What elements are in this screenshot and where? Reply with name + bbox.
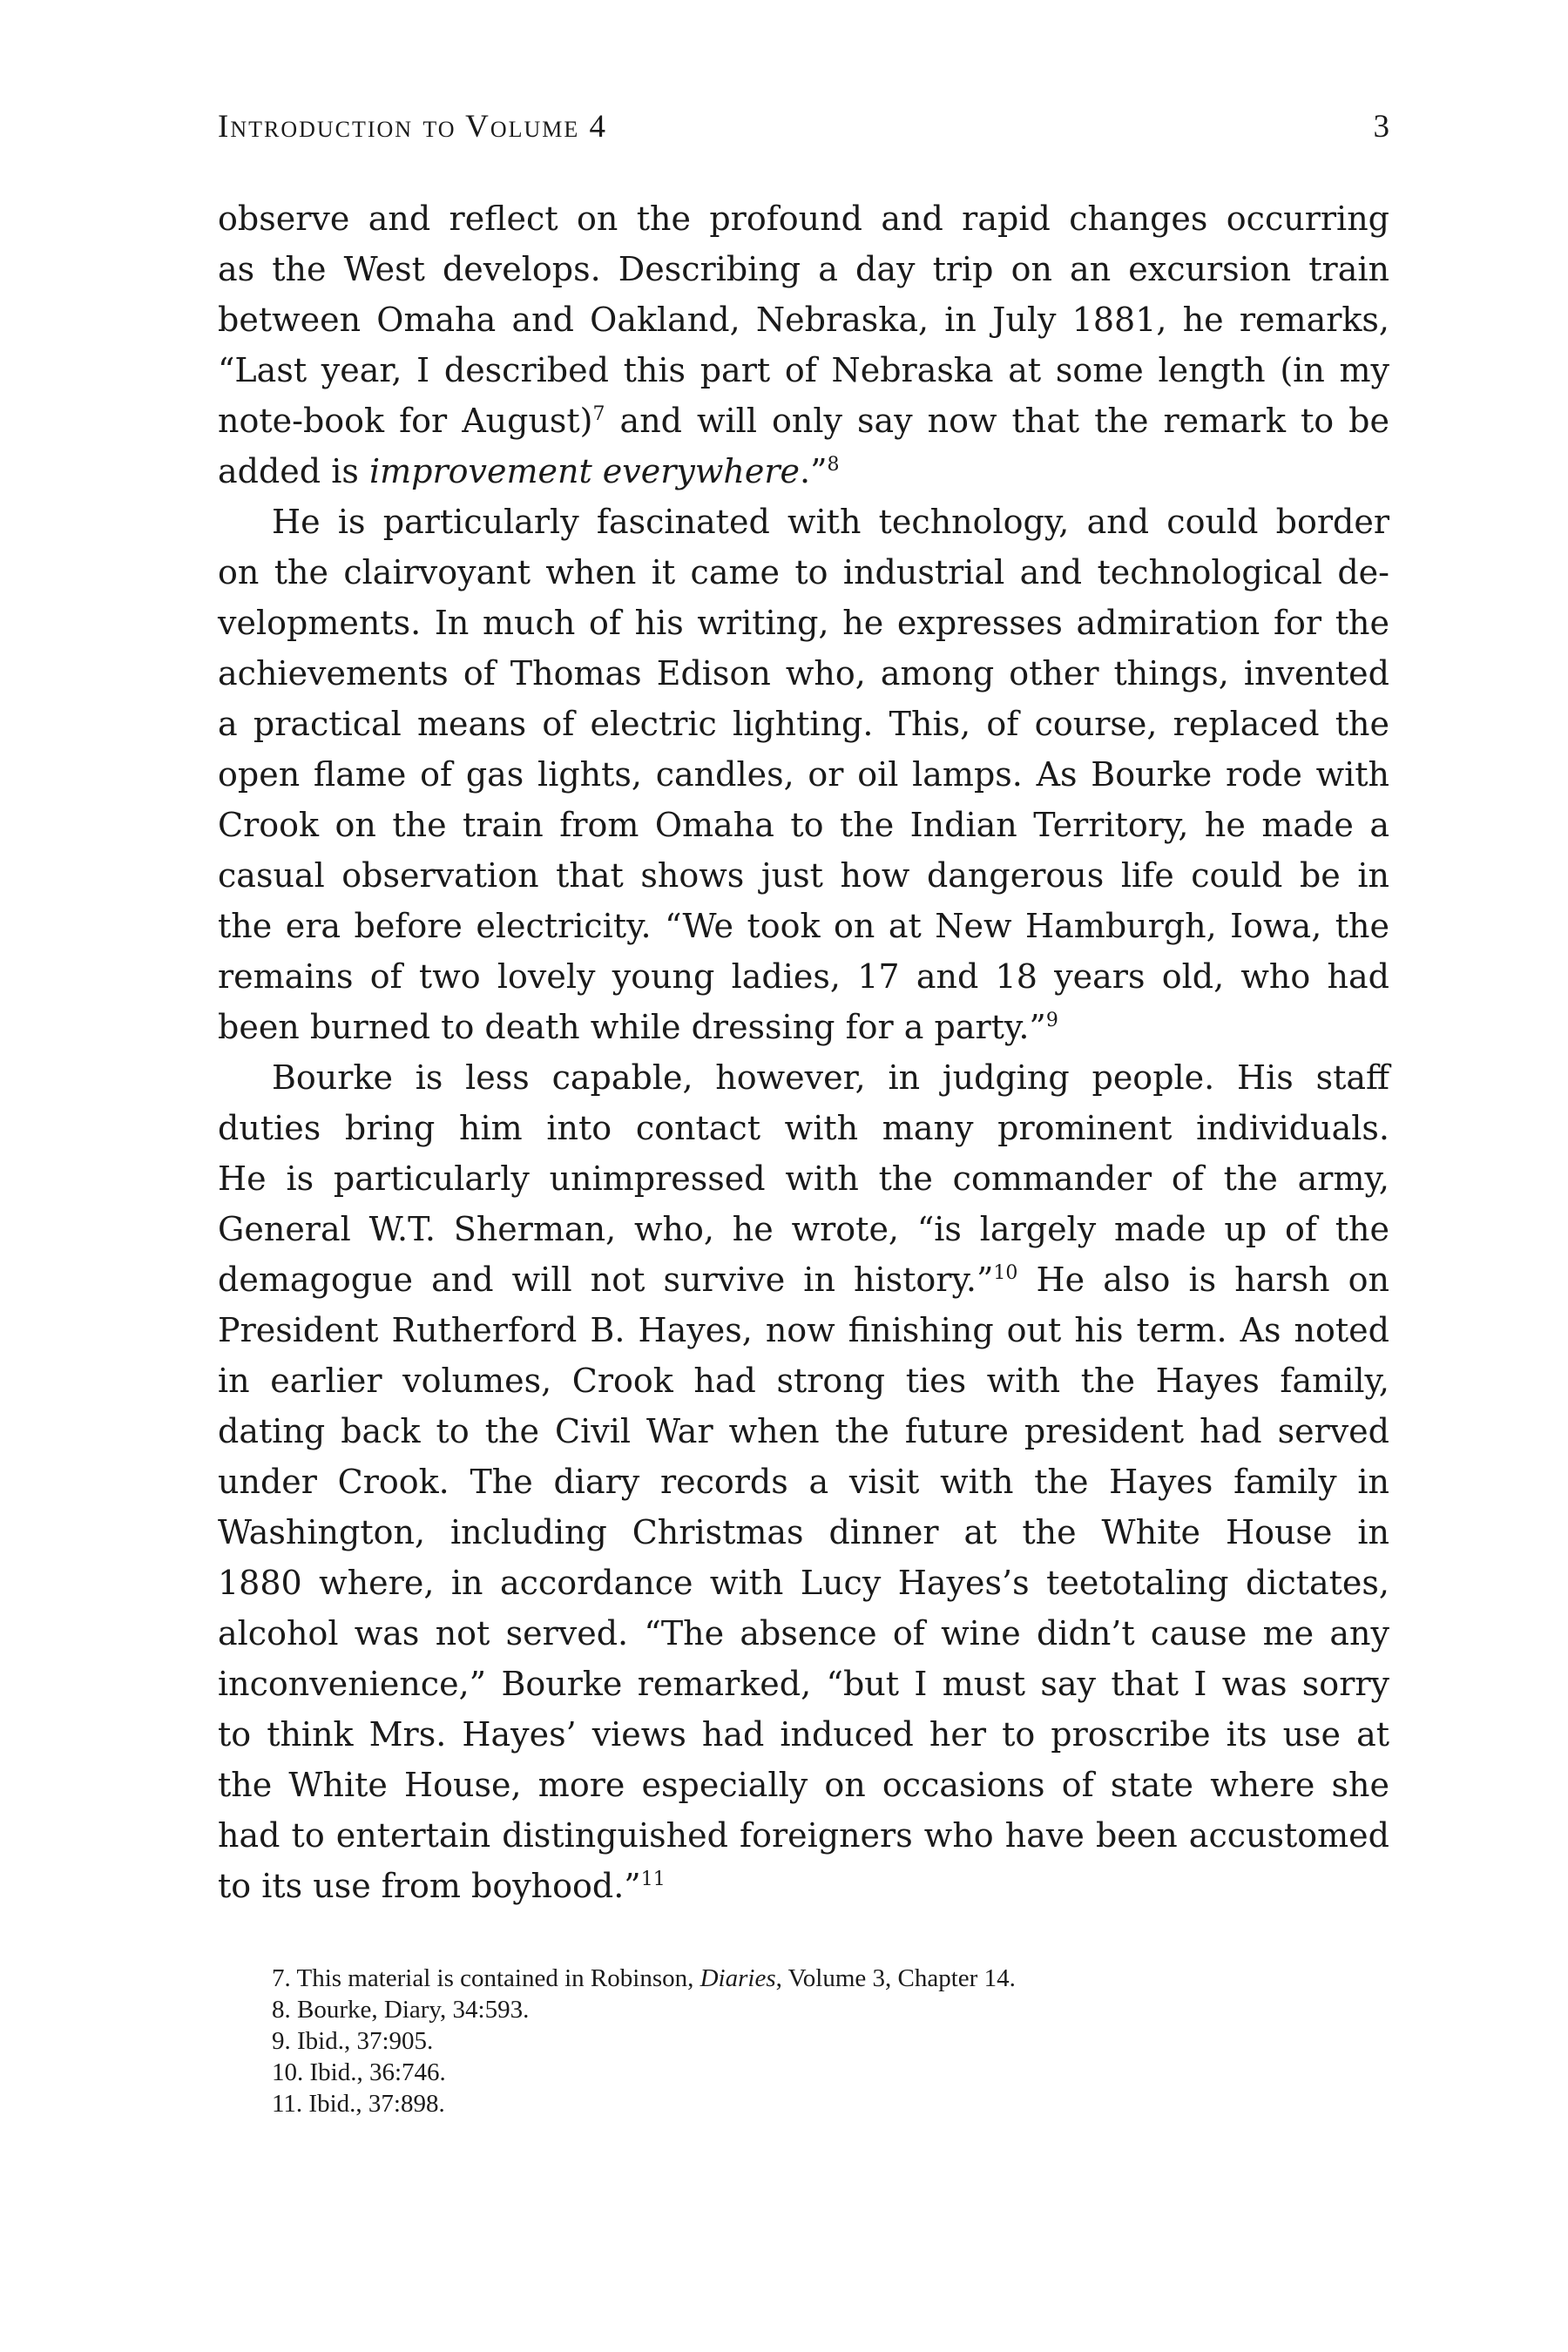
running-head — [218, 108, 1389, 157]
text-span: and will only say now that the remark to be — [605, 402, 1389, 440]
text-span: .” — [800, 452, 828, 490]
text-line: inconvenience,” Bourke remarked, “but I must say that I was sorry — [218, 1665, 1389, 1703]
paragraph-1 — [218, 193, 1389, 497]
text-line: the White House, more especially on occasions of state where she — [218, 1766, 1389, 1804]
text-line: velopments. In much of his writing, he expresses admiration for the — [218, 604, 1389, 642]
text-line: “Last year, I described this part of Nebraska at some length (in my — [218, 351, 1389, 389]
footnote-marker: 7 — [592, 403, 605, 425]
footnote-text: 11. Ibid., 37:898. — [272, 2090, 445, 2118]
text-span: added is — [218, 452, 369, 490]
text-line: to think Mrs. Hayes’ views had induced her to proscribe its use at — [218, 1715, 1389, 1754]
footnote-italic: Diaries — [700, 1964, 776, 1992]
text-line: a practical means of electric lighting. This, of course, replaced the — [218, 705, 1389, 743]
text-line — [218, 1002, 1389, 1052]
footnote — [272, 1963, 1317, 1994]
text-line: remains of two lovely young ladies, 17 and 18 years old, who had — [218, 957, 1389, 996]
text-line — [218, 1861, 1389, 1911]
text-line: the era before electricity. “We took on at New Hamburgh, Iowa, the — [218, 907, 1389, 945]
page-number: 3 — [1373, 109, 1389, 145]
text-line: dating back to the Civil War when the future president had served — [218, 1412, 1389, 1450]
footnote-text: , Volume 3, Chapter 14. — [775, 1964, 1016, 1992]
text-span: He also is harsh on — [1017, 1260, 1389, 1299]
text-line: He is particularly fascinated with technology, and could border — [272, 503, 1389, 541]
text-line: 1880 where, in accordance with Lucy Hayes’s teetotaling dictates, — [218, 1564, 1389, 1602]
text-line: in earlier volumes, Crook had strong ties with the Hayes family, — [218, 1362, 1389, 1400]
running-title: Introduction to Volume 4 — [218, 109, 608, 145]
paragraph-3 — [218, 1052, 1389, 1911]
footnote — [272, 2057, 1317, 2088]
text-span: to its use from boyhood.” — [218, 1867, 641, 1905]
text-line: had to entertain distinguished foreigners who have been accustomed — [218, 1816, 1389, 1855]
text-line: on the clairvoyant when it came to industrial and technological de- — [218, 553, 1389, 591]
text-line — [218, 446, 1389, 497]
text-line: under Crook. The diary records a visit with the Hayes family in — [218, 1463, 1389, 1501]
text-line: Washington, including Christmas dinner at the White House in — [218, 1513, 1389, 1551]
footnote-marker: 9 — [1045, 1010, 1058, 1031]
text-line: observe and reflect on the profound and rapid changes occurring — [218, 199, 1389, 238]
text-line: as the West develops. Describing a day trip on an excursion train — [218, 250, 1389, 288]
footnote — [272, 2025, 1317, 2057]
footnote-text: 8. Bourke, Diary, 34:593. — [272, 1996, 530, 2024]
footnote — [272, 2088, 1317, 2119]
footnote-marker: 8 — [827, 454, 840, 476]
footnotes — [272, 1963, 1317, 2119]
text-line — [218, 395, 1389, 446]
text-line: President Rutherford B. Hayes, now finishing out his term. As noted — [218, 1311, 1389, 1349]
text-line — [218, 1254, 1389, 1305]
body-text — [218, 193, 1389, 1911]
text-span: been burned to death while dressing for a party.” — [218, 1008, 1046, 1046]
text-line: open flame of gas lights, candles, or oil lamps. As Bourke rode with — [218, 755, 1389, 794]
text-line: He is particularly unimpressed with the commander of the army, — [218, 1159, 1389, 1198]
text-line: Crook on the train from Omaha to the Indian Territory, he made a — [218, 806, 1389, 844]
text-line: achievements of Thomas Edison who, among other things, invented — [218, 654, 1389, 693]
text-line: casual observation that shows just how dangerous life could be in — [218, 856, 1389, 895]
footnote-text: 7. This material is contained in Robinson, — [272, 1964, 700, 1992]
text-line: Bourke is less capable, however, in judging people. His staff — [272, 1058, 1389, 1097]
text-line: General W.T. Sherman, who, he wrote, “is largely made up of the — [218, 1210, 1389, 1248]
footnote-text: 10. Ibid., 36:746. — [272, 2058, 446, 2086]
footnote-marker: 11 — [640, 1869, 666, 1890]
italic-phrase: improvement everywhere — [368, 452, 801, 490]
text-line: alcohol was not served. “The absence of wine didn’t cause me any — [218, 1614, 1389, 1652]
footnote-marker: 10 — [993, 1262, 1018, 1284]
text-span: note-book for August) — [218, 402, 593, 440]
text-line: duties bring him into contact with many prominent individuals. — [218, 1109, 1389, 1147]
text-line: between Omaha and Oakland, Nebraska, in July 1881, he remarks, — [218, 301, 1389, 339]
paragraph-2 — [218, 497, 1389, 1052]
footnote-text: 9. Ibid., 37:905. — [272, 2027, 434, 2055]
footnote — [272, 1994, 1317, 2025]
text-span: demagogue and will not survive in history.” — [218, 1260, 994, 1299]
